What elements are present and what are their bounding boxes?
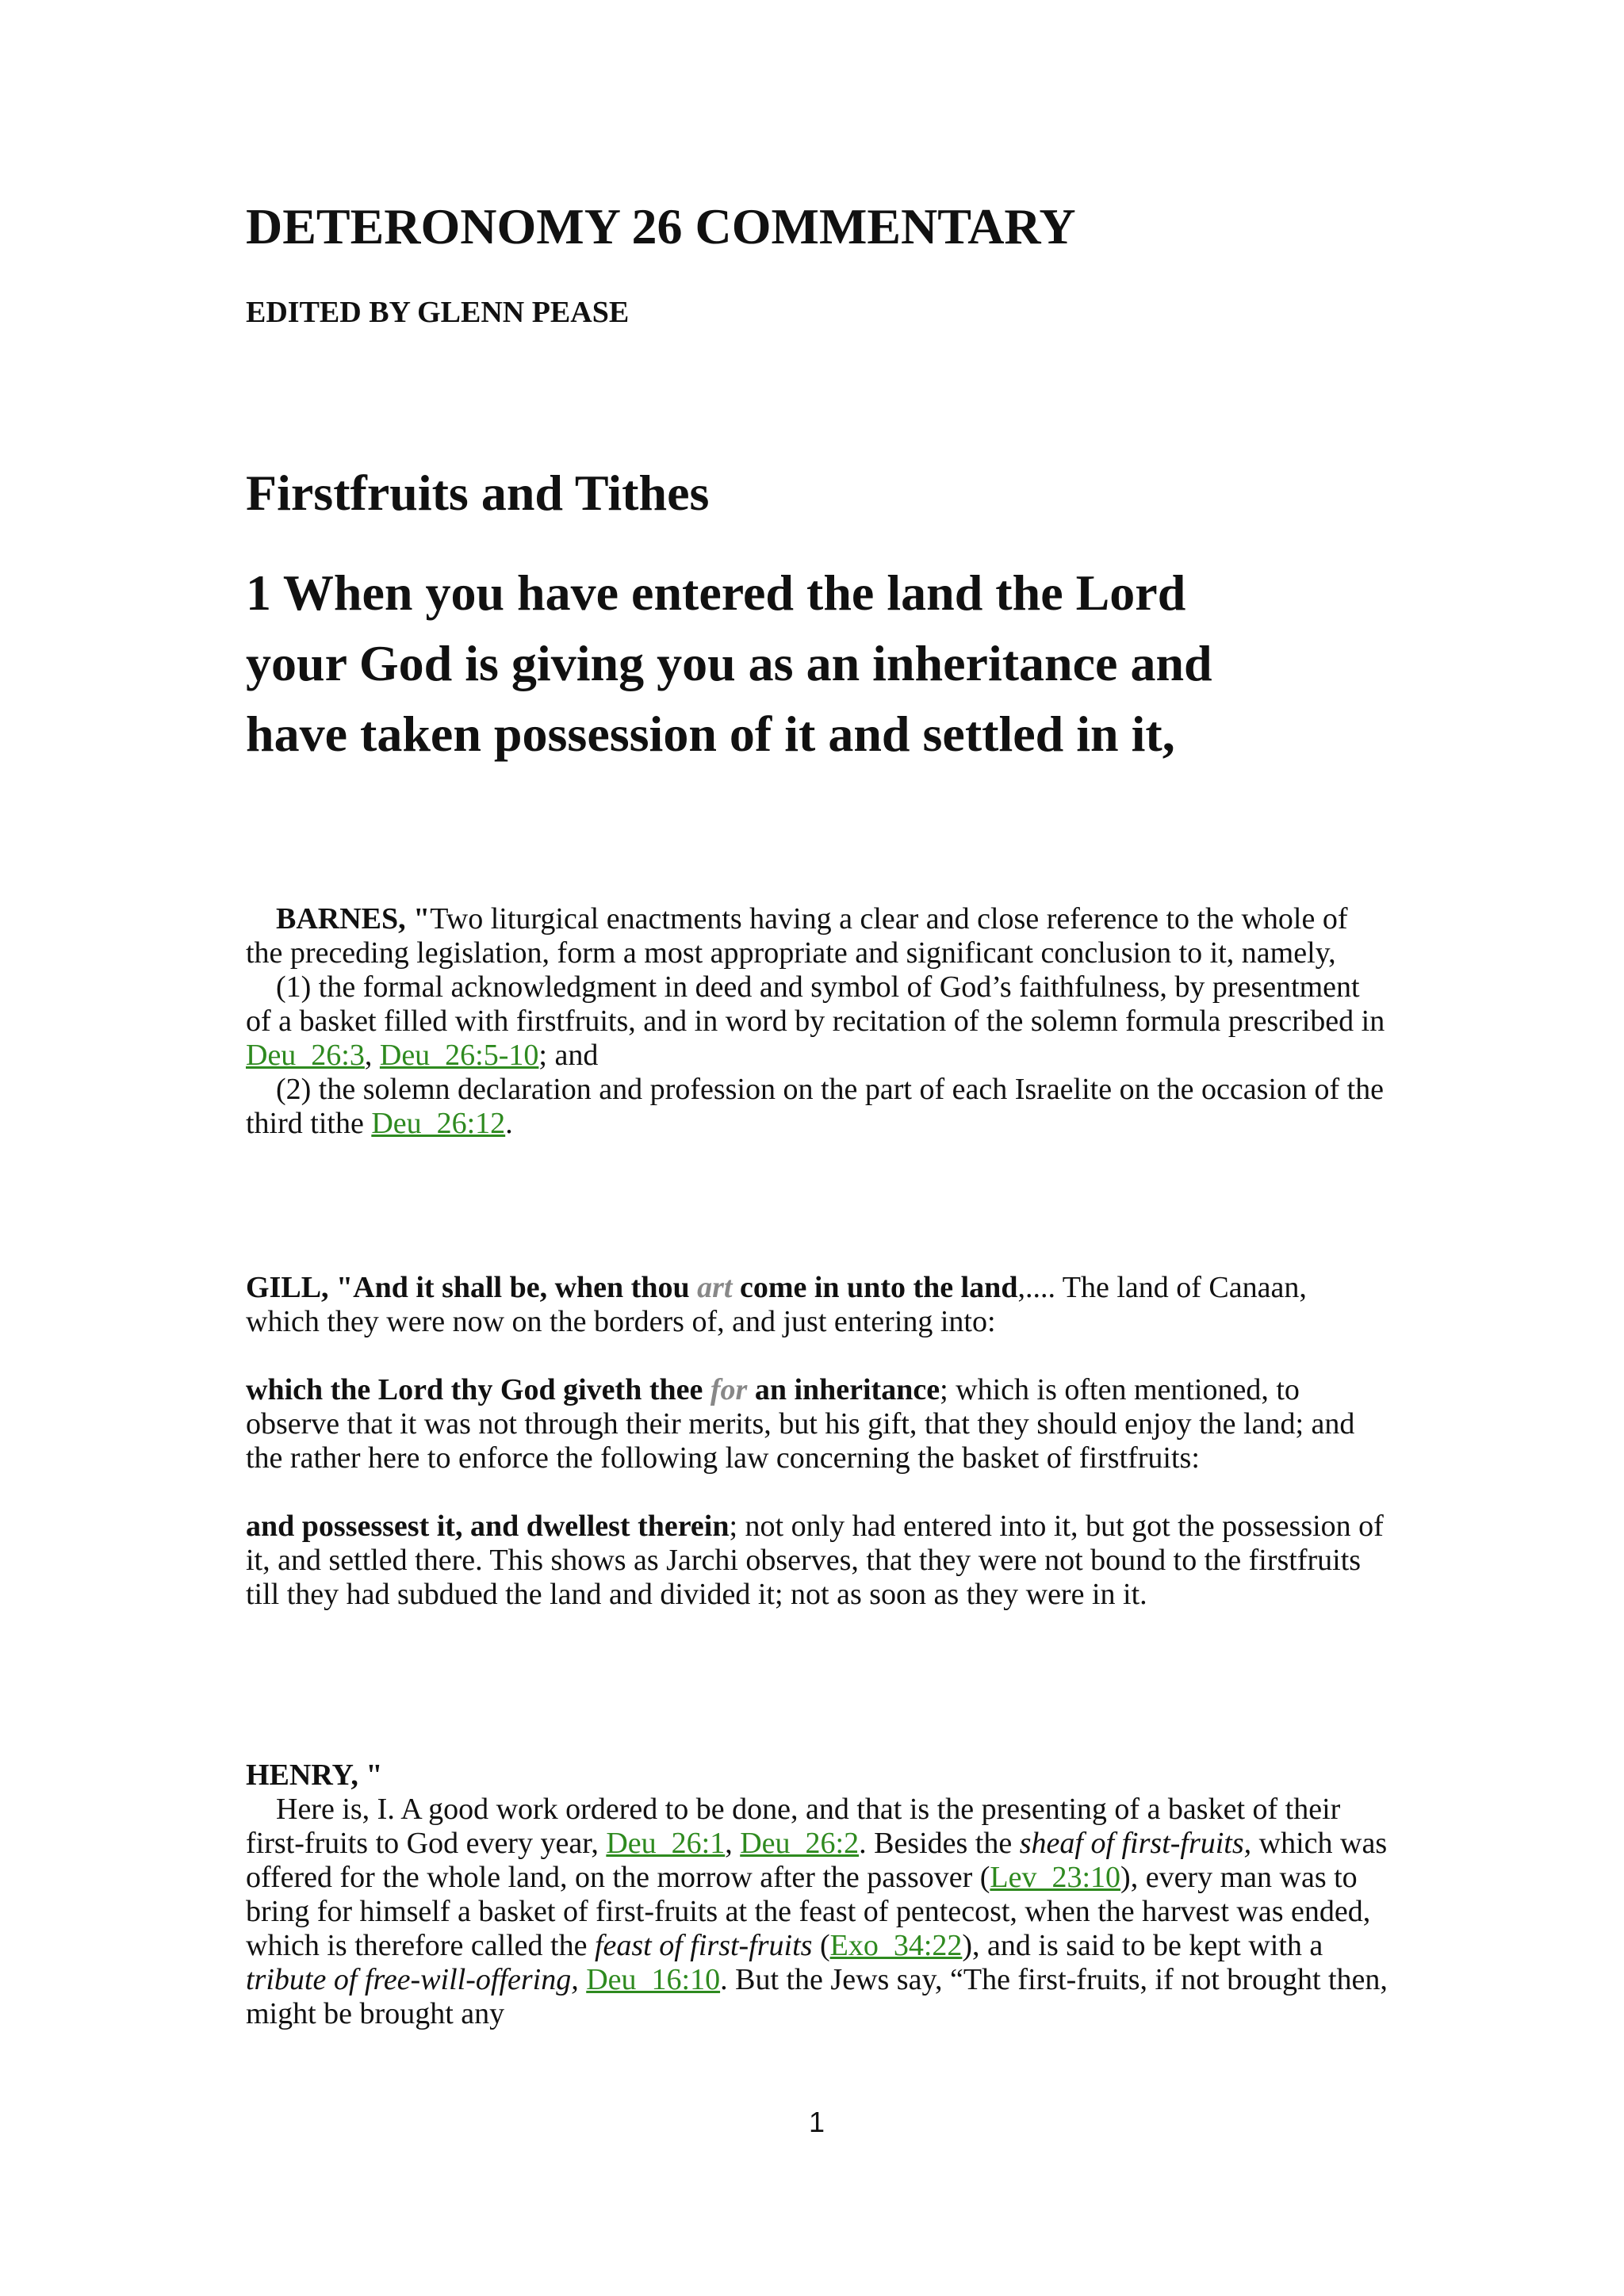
scripture-link[interactable]: Deu_26:5-10 [379, 1039, 539, 1072]
verse-line-2: your God is giving you as an inheritance and [246, 635, 1212, 691]
scripture-link[interactable]: Lev_23:10 [990, 1861, 1121, 1894]
scripture-link[interactable]: Deu_26:1 [606, 1827, 726, 1860]
scripture-link[interactable]: Deu_26:2 [740, 1827, 860, 1860]
barnes-paragraph-1: BARNES, "Two liturgical enactments having a clear and close reference to the whole of the preceding legislation, form a most appropriate and significant conclusion to it, namely, [246, 902, 1348, 970]
barnes-paragraph-3: (2) the solemn declaration and profession on the part of each Israelite on the occasion of the third tithe Deu_26:12. [246, 1073, 1385, 1140]
gill-label: GILL, " [246, 1271, 354, 1304]
henry-label: HENRY, " [246, 1758, 383, 1792]
henry-paragraph-1: Here is, I. A good work ordered to be done, and that is the presenting of a basket of their first-fruits to God every year, Deu_26:1, Deu_26:2. Besides the sheaf of first-fruits, which was offered for the whole land, on the morrow after the passover (Lev_23:10), every man was to bring for himself a basket of first-fruits at the feast of pentecost, when the harvest was ended, which is therefore called the feast of first-fruits (Exo_34:22), and is said to be kept with a tribute of free-will-offering, Deu_16:10. But the Jews say, “The first-fruits, if not brought then, might be brought any [246, 1793, 1388, 2030]
barnes-commentary [246, 902, 1388, 1141]
gill-paragraph-3: and possessest it, and dwellest therein; not only had entered into it, but got the possession of it, and settled there. This shows as Jarchi observes, that they were not bound to the firstfruits till they had subdued the land and divided it; not as soon as they were in it. [246, 1510, 1384, 1611]
document-title: DETERONOMY 26 COMMENTARY [246, 198, 1076, 254]
scripture-link[interactable]: Deu_16:10 [586, 1963, 721, 1996]
barnes-paragraph-2: (1) the formal acknowledgment in deed and symbol of God’s faithfulness, by presentment of a basket filled with firstfruits, and in word by recitation of the solemn formula prescribed in Deu_26:3, Deu_26:5-10; and [246, 970, 1385, 1072]
verse-line-3: have taken possession of it and settled in it, [246, 706, 1175, 762]
page-number: 1 [808, 2106, 825, 2138]
gill-paragraph-2: which the Lord thy God giveth thee for an inheritance; which is often mentioned, to observe that it was not through their merits, but his gift, that they should enjoy the land; and the rather here to enforce the following law concerning the basket of firstfruits: [246, 1373, 1355, 1475]
gill-commentary [246, 1271, 1388, 1612]
document-page [246, 0, 1388, 2296]
gill-paragraph-1: GILL, "And it shall be, when thou art come in unto the land,.... The land of Canaan, which they were now on the borders of, and just entering into: [246, 1271, 1307, 1338]
editor-credit: EDITED BY GLENN PEASE [246, 296, 630, 329]
section-heading: Firstfruits and Tithes [246, 465, 710, 521]
henry-label-line [246, 1758, 1388, 1793]
barnes-label: BARNES, " [276, 902, 431, 936]
scripture-link[interactable]: Deu_26:3 [246, 1039, 365, 1072]
scripture-link[interactable]: Deu_26:12 [371, 1107, 506, 1140]
scripture-link[interactable]: Exo_34:22 [829, 1929, 963, 1962]
henry-commentary [246, 1758, 1388, 2031]
verse-line-1: 1 When you have entered the land the Lord [246, 564, 1186, 621]
